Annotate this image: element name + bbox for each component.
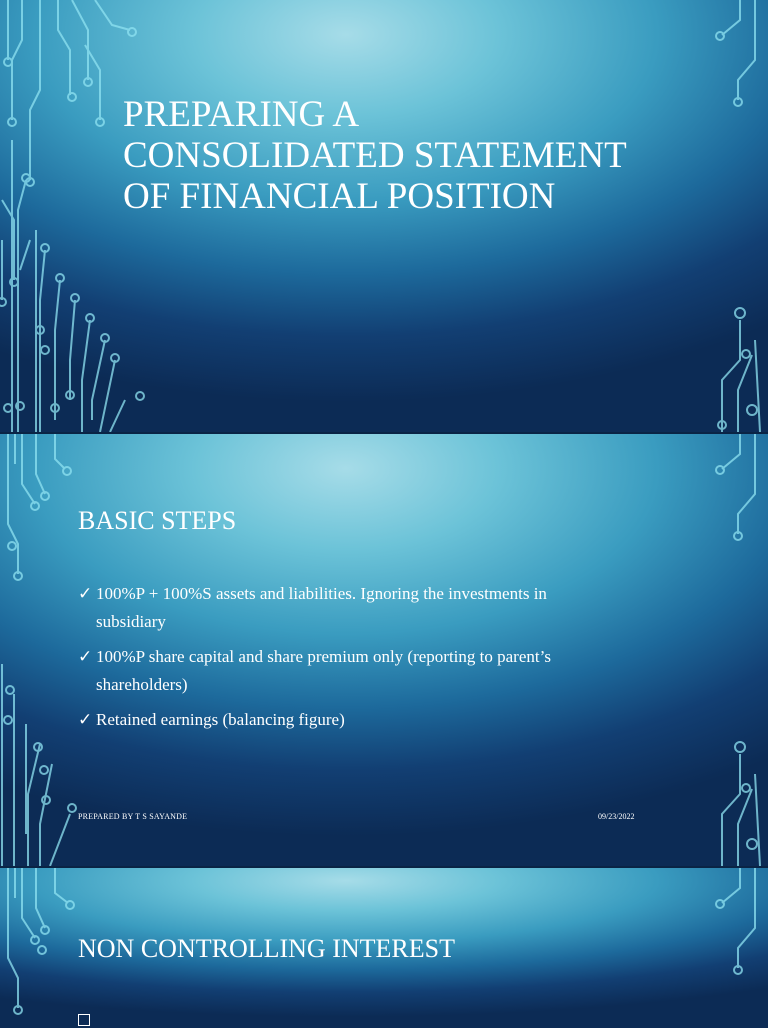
bullet-line: shareholders) (96, 675, 188, 694)
title-line: CONSOLIDATED STATEMENT (123, 135, 627, 176)
checkmark-icon: ✓ (78, 647, 93, 666)
bullet-line: 100%P + 100%S assets and liabilities. Ignoring the investments in (96, 584, 547, 603)
slide-basic-steps (0, 434, 768, 866)
slide-heading: NON CONTROLLING INTEREST (78, 934, 455, 963)
checkmark-icon: ✓ (78, 584, 93, 603)
title-line: PREPARING A (123, 94, 360, 135)
bullet-line: subsidiary (96, 612, 166, 631)
slide-heading: BASIC STEPS (78, 506, 237, 535)
list-item (78, 580, 638, 636)
bullet-line: 100%P share capital and share premium only (reporting to parent’s (96, 647, 551, 666)
list-item (78, 643, 638, 699)
bullet-list (78, 580, 638, 741)
footer-author: PREPARED BY T S SAYANDE (78, 812, 188, 821)
title-line: OF FINANCIAL POSITION (123, 176, 556, 217)
bullet-line: Retained earnings (balancing figure) (96, 710, 345, 729)
list-item (78, 706, 638, 734)
slide-non-controlling-interest (0, 868, 768, 1028)
checkmark-icon: ✓ (78, 710, 93, 729)
checkbox-icon (78, 1014, 90, 1026)
footer-date: 09/23/2022 (598, 812, 635, 821)
slide-title-text (123, 94, 627, 217)
slide-title (0, 0, 768, 432)
bullet-start (78, 1010, 96, 1028)
